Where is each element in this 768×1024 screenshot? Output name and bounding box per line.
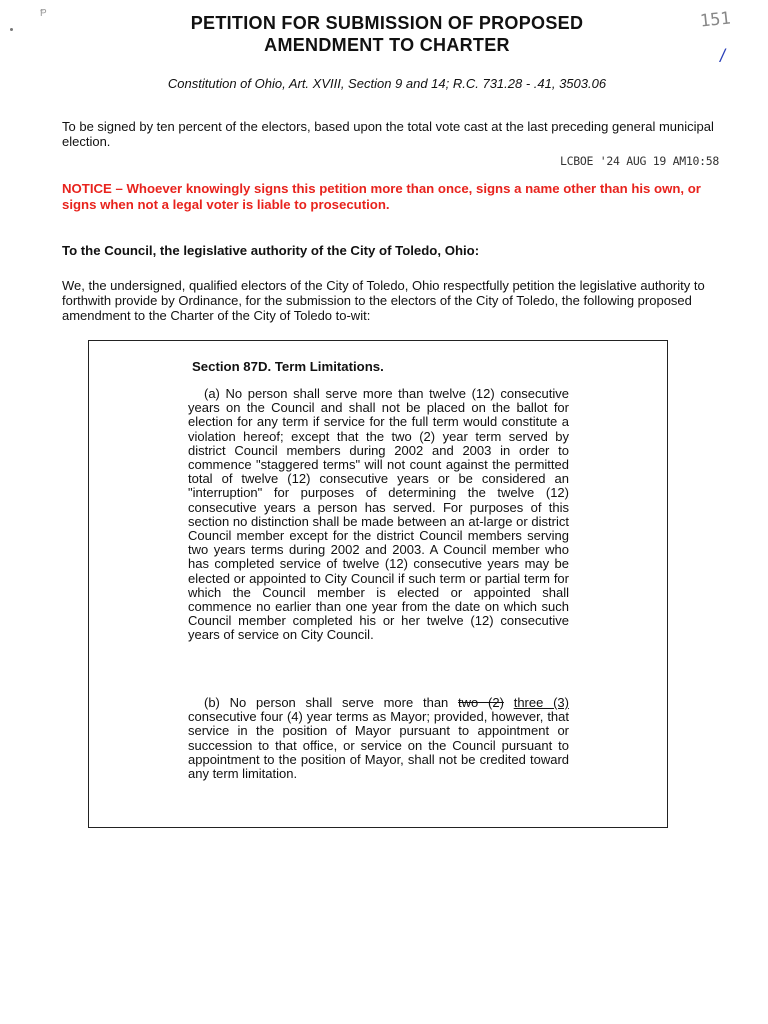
petition-title [100,12,674,56]
signing-requirement: To be signed by ten percent of the electors, based upon the total vote cast at the last preceding general municipal election. [62,119,714,149]
struck-text: two (2) [458,695,504,710]
amendment-paragraph-b [188,696,569,781]
scan-speck [10,28,13,31]
section-title: Section 87D. Term Limitations. [192,359,384,374]
received-stamp: LCBOE '24 AUG 19 AM10:58 [560,154,719,168]
title-line-2: AMENDMENT TO CHARTER [264,35,510,55]
title-line-1: PETITION FOR SUBMISSION OF PROPOSED [190,13,584,33]
prosecution-notice: NOTICE – Whoever knowingly signs this petition more than once, signs a name other than his own, or signs when not a legal voter is liable to prosecution. [62,181,701,212]
handwritten-page-number: 151 [699,8,732,32]
petition-body: We, the undersigned, qualified electors of the City of Toledo, Ohio respectfully petition the legislative authority to forthwith provide by Ordinance, for the submission to the electors of the City of Toledo, the following proposed amendment to the Charter of the City of Toledo to-wit: [62,278,705,323]
paragraph-b-rest: consecutive four (4) year terms as Mayor; provided, however, that service in the position of Mayor pursuant to appointment or succession to that office, or service on the Council pursuant to appointment to the position of Mayor, shall not be credited toward any term limitation. [188,709,569,782]
inserted-text: three (3) [513,695,569,710]
paragraph-a-text: (a) No person shall serve more than twelve (12) consecutive years on the Council and shall not be placed on the ballot for election for any term if service for the full term would constitute a violation hereof; except that the two (2) year term served by district Council members during 2002 and 2003 in order to commence "staggered terms" will not count against the permitted total of twelve (12) consecutive years or be considered an "interruption" for purposes of determining the twelve (12) consecutive years a person has served. For purposes of this section no distinction shall be made between an at-large or district Council member except for the district Council members serving two years terms during 2002 and 2003. A Council member who has completed service of twelve (12) consecutive years may be elected or appointed to City Council if such term or partial term for which the Council member is elected or appointed shall commence no earlier than one year from the date on which such Council member completed his or her twelve (12) consecutive years of service on City Council. [188,386,569,643]
council-heading: To the Council, the legislative authority of the City of Toledo, Ohio: [62,243,480,258]
paragraph-b-start: (b) No person shall serve more than [204,695,459,710]
legal-citation: Constitution of Ohio, Art. XVIII, Section 9 and 14; R.C. 731.28 - .41, 3503.06 [167,76,607,91]
corner-scribble: Ᵽ [40,8,47,19]
amendment-paragraph-a [188,387,569,643]
handwritten-mark: / [720,46,726,66]
